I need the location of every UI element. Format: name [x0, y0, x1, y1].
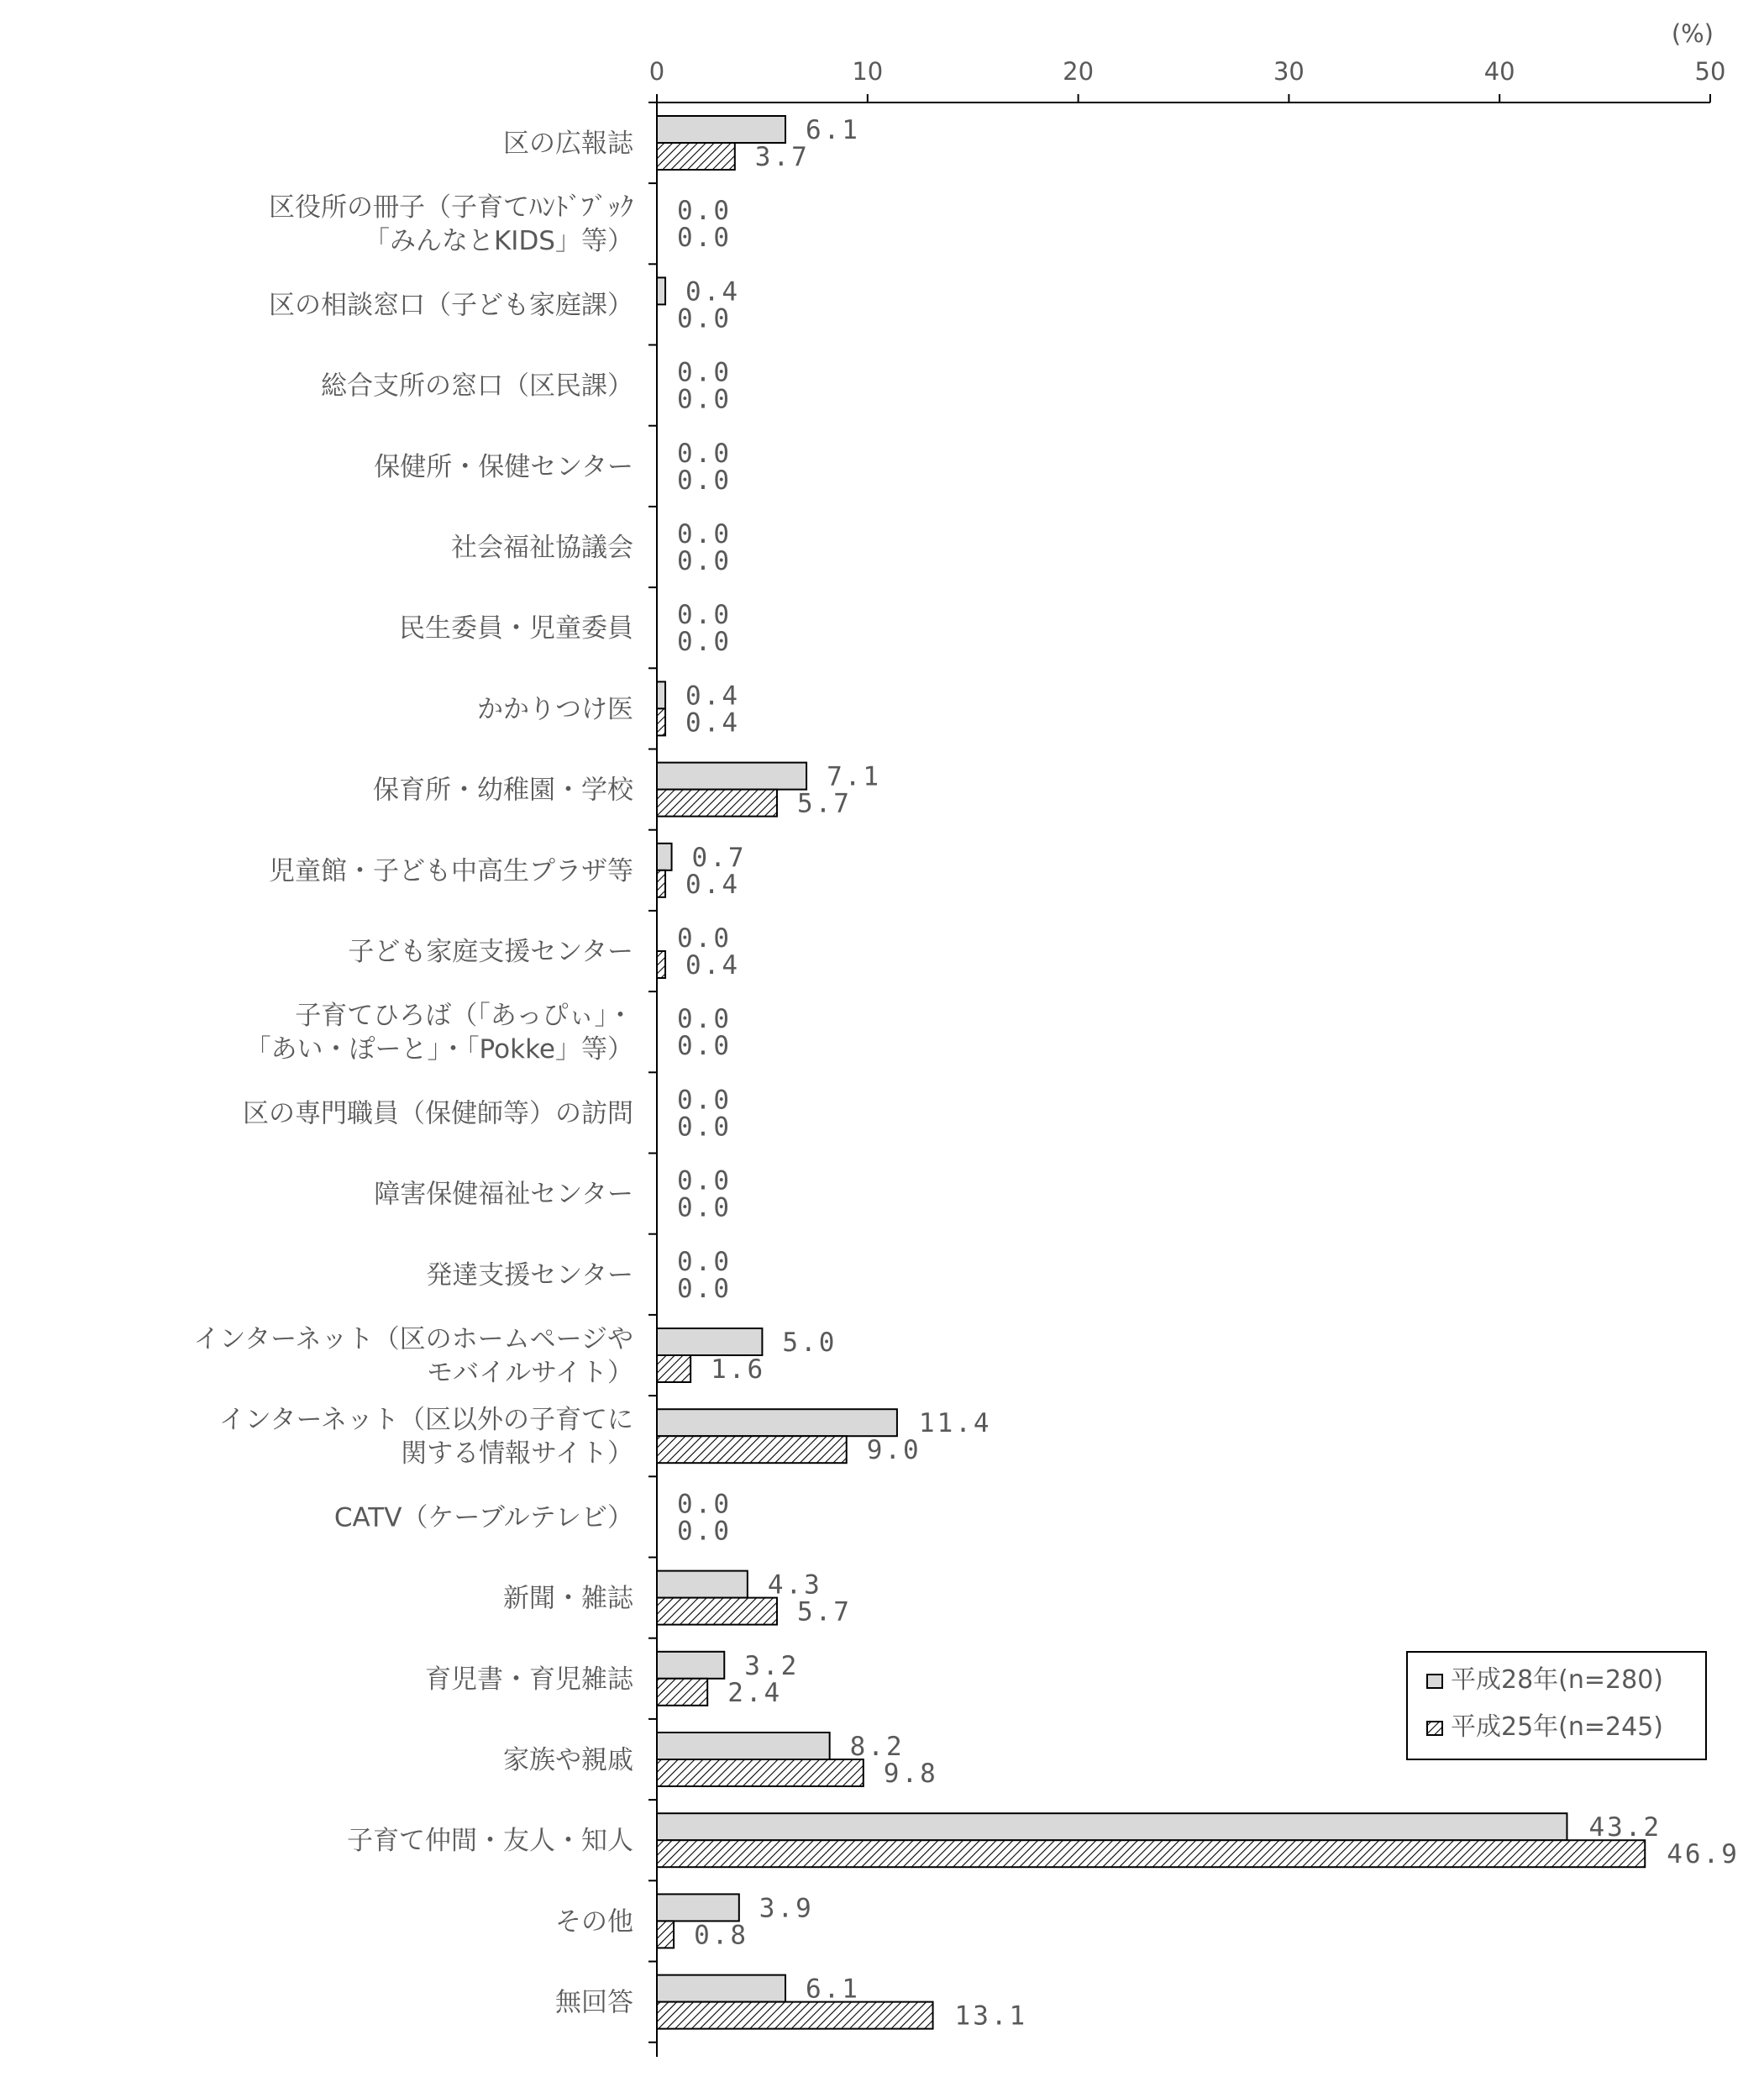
bar-h25 [657, 708, 665, 735]
data-label: 0.0 [677, 1165, 732, 1196]
bar-h28 [657, 1975, 785, 2002]
data-label: 5.7 [796, 1596, 852, 1627]
bar-h25 [657, 870, 665, 897]
data-label: 0.0 [677, 1031, 732, 1062]
category-label: 総合支所の窓口（区民課） [321, 371, 633, 402]
data-label: 0.4 [685, 707, 741, 739]
data-label: 9.0 [866, 1435, 921, 1466]
bar-h25 [657, 143, 735, 170]
data-label: 0.0 [677, 438, 732, 469]
data-label: 0.4 [685, 869, 741, 900]
category-label: 「みんなとKIDS」等） [363, 226, 633, 257]
category-label: 児童館・子ども中高生プラザ等 [269, 855, 633, 886]
data-label: 0.0 [677, 1085, 732, 1116]
data-label: 0.0 [677, 196, 732, 227]
data-label: 4.3 [767, 1570, 822, 1601]
data-label: 9.8 [883, 1759, 938, 1789]
category-label: その他 [555, 1906, 633, 1938]
bar-h28 [657, 1733, 830, 1759]
data-label: 0.0 [677, 465, 732, 496]
data-label: 0.7 [691, 842, 747, 873]
data-label: 0.0 [677, 1489, 732, 1520]
category-label: 民生委員・児童委員 [399, 613, 633, 644]
data-label: 13.1 [954, 2001, 1028, 2032]
bar-h28 [657, 681, 665, 708]
x-tick-label: 30 [1273, 57, 1305, 86]
bar-h25 [657, 1840, 1645, 1867]
category-label: 無回答 [555, 1987, 633, 2018]
x-tick-label: 20 [1063, 57, 1095, 86]
bar-h28 [657, 1328, 762, 1355]
bar-h28 [657, 1652, 724, 1679]
data-label: 0.4 [685, 950, 741, 981]
data-label: 0.8 [694, 1920, 749, 1951]
data-label: 8.2 [849, 1732, 905, 1762]
category-label: 障害保健福祉センター [374, 1179, 633, 1210]
data-label: 0.4 [685, 276, 741, 308]
data-label: 0.4 [685, 681, 741, 712]
data-label: 2.4 [727, 1677, 783, 1708]
data-label: 0.0 [677, 384, 732, 415]
category-label: インターネット（区のホームページや [193, 1324, 633, 1354]
category-label: 子ども家庭支援センター [348, 937, 633, 967]
category-label: 保育所・幼稚園・学校 [373, 775, 633, 806]
category-label: 保健所・保健センター [374, 451, 633, 482]
data-label: 0.0 [677, 627, 732, 658]
bar-h25 [657, 951, 665, 978]
category-label: かかりつけ医 [477, 694, 633, 725]
data-label: 46.9 [1667, 1839, 1740, 1870]
category-label: 子育てひろば（「あっぴぃ」・ [295, 1001, 633, 1032]
data-label: 0.0 [677, 357, 732, 388]
bar-h25 [657, 1436, 847, 1463]
x-tick-label: 10 [852, 57, 884, 86]
data-label: 0.0 [677, 923, 732, 954]
bar-h25 [657, 1679, 707, 1706]
data-label: 11.4 [918, 1408, 992, 1439]
data-label: 1.6 [711, 1354, 766, 1385]
data-label: 0.0 [677, 1112, 732, 1143]
data-label: 0.0 [677, 546, 732, 576]
bar-h28 [657, 844, 672, 870]
legend-label: 平成28年(n=280) [1451, 1665, 1663, 1695]
bar-h25 [657, 1759, 864, 1786]
data-label: 6.1 [805, 115, 860, 145]
bar-h28 [657, 1409, 897, 1436]
data-label: 0.0 [677, 303, 732, 334]
category-label: モバイルサイト） [427, 1358, 633, 1388]
bar-h28 [657, 1894, 739, 1921]
data-label: 3.2 [744, 1650, 800, 1681]
data-label: 0.0 [677, 1273, 732, 1304]
bar-h28 [657, 763, 806, 790]
data-label: 0.0 [677, 600, 732, 631]
category-label: 関する情報サイト） [401, 1438, 633, 1470]
data-label: 5.7 [796, 788, 852, 819]
x-tick-label: 40 [1483, 57, 1515, 86]
legend-swatch [1427, 1675, 1442, 1688]
legend [1407, 1652, 1706, 1759]
category-label: 区役所の冊子（子育てﾊﾝﾄﾞﾌﾞｯｸ [269, 192, 633, 223]
category-label: 家族や親戚 [503, 1745, 633, 1775]
bar-h25 [657, 2002, 933, 2029]
data-label: 0.0 [677, 1192, 732, 1223]
bar-h25 [657, 1355, 690, 1382]
data-label: 3.7 [754, 142, 810, 172]
category-label: CATV（ケーブルテレビ） [333, 1502, 633, 1533]
data-label: 3.9 [759, 1893, 814, 1924]
category-label: 子育て仲間・友人・知人 [347, 1826, 633, 1857]
data-label: 43.2 [1588, 1812, 1662, 1843]
data-label: 7.1 [827, 761, 882, 792]
category-label: 育児書・育児雑誌 [425, 1664, 633, 1695]
category-label: 社会福祉協議会 [451, 533, 633, 563]
data-label: 0.0 [677, 519, 732, 549]
legend-swatch [1427, 1722, 1442, 1735]
data-label: 0.0 [677, 1516, 732, 1547]
category-label: 区の広報誌 [503, 129, 633, 159]
bar-h25 [657, 790, 777, 817]
category-label: 発達支援センター [426, 1259, 633, 1291]
data-label: 5.0 [782, 1328, 837, 1358]
legend-label: 平成25年(n=245) [1451, 1712, 1663, 1742]
data-label: 0.0 [677, 223, 732, 254]
category-label: 区の専門職員（保健師等）の訪問 [243, 1098, 633, 1129]
bar-h28 [657, 1571, 748, 1598]
bar-h28 [657, 116, 785, 143]
bar-h28 [657, 1813, 1567, 1840]
data-label: 0.0 [677, 1246, 732, 1277]
data-label: 0.0 [677, 1004, 732, 1035]
unit-label: (%) [1671, 19, 1714, 48]
category-label: 区の相談窓口（子ども家庭課） [269, 290, 633, 321]
bar-h28 [657, 277, 665, 304]
data-label: 6.1 [805, 1974, 860, 2005]
category-label: 新聞・雑誌 [503, 1583, 633, 1614]
bar-h25 [657, 1598, 777, 1625]
x-tick-label: 50 [1694, 57, 1726, 86]
category-label: インターネット（区以外の子育てに [218, 1405, 633, 1436]
x-tick-label: 0 [648, 57, 665, 86]
category-label: 「あい・ぽーと」・「Pokke」等） [244, 1034, 633, 1065]
bar-h25 [657, 1921, 674, 1948]
